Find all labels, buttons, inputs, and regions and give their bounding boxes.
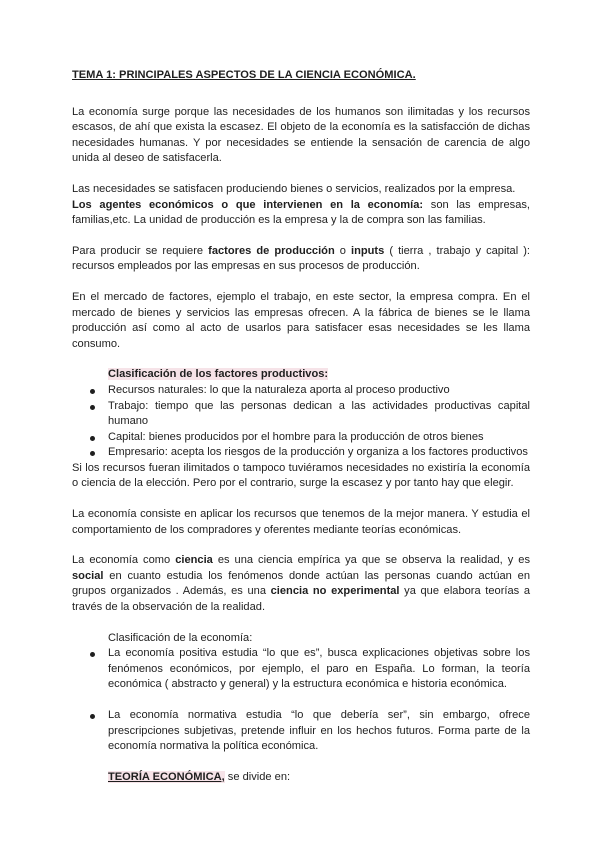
list-item (72, 383, 530, 399)
factors-bold-2: inputs (351, 244, 385, 257)
science-text-e: ya que elabora teorías a través de la observación de la realidad. (72, 585, 531, 614)
list-item (72, 399, 530, 430)
economy-definition-paragraph: La economía consiste en aplicar los recursos que tenemos de la mejor manera. Y estudia el comportamiento de los compradores y oferentes mediante teorías económicas. (72, 508, 530, 536)
economic-theory-heading (72, 770, 530, 786)
bullet-icon (90, 389, 95, 394)
economy-item-text: La economía positiva estudia “lo que es”, busca explicaciones objetivas sobre los fenómenos económicos, por ejemplo, el paro en España. Lo forman, la teoría económica ( abstracto y general) y la estructura económica e historia económica. (108, 647, 530, 691)
economy-item-text: La economía normativa estudia “lo que debería ser”, sin embargo, ofrece prescripciones subjetivas, pretende influir en los hechos futuros. Forma parte de la economía normativa la política económica. (108, 709, 530, 753)
science-bold-3: ciencia no experimental (270, 585, 400, 598)
science-text-d: en cuanto estudia los fenómenos donde actúan las personas cuando actúan en grupos organizados . Además, es una (72, 569, 530, 598)
bullet-icon (90, 714, 95, 719)
agents-text: son las empresas, familias,etc. La unidad de producción es la empresa y la de compra son las familias. (72, 198, 530, 227)
economy-classification-heading: Clasificación de la economía: (108, 631, 253, 644)
factors-text-d: ( tierra , trabajo y capital ): recursos empleados por las empresas en sus procesos de producción. (72, 244, 530, 273)
bullet-icon (90, 451, 95, 456)
economic-theory-rest: se divide en: (224, 770, 291, 783)
factors-paragraph (72, 244, 530, 275)
list-item (72, 430, 530, 446)
list-item (72, 445, 530, 461)
economy-classification-list (72, 646, 530, 755)
factor-item-text: Empresario: acepta los riesgos de la producción y organiza a los factores productivos (108, 446, 528, 459)
page-title: TEMA 1: PRINCIPALES ASPECTOS DE LA CIENCIA ECONÓMICA. (72, 69, 416, 81)
intro-paragraph: La economía surge porque las necesidades de los humanos son ilimitadas y los recursos escasos, de ahí que exista la escasez. El objeto de la economía es la satisfacción de dichas necesidades humanas. Y por necesidades se entiende la sensación de carencia de algo unida al deseo de satisfacerla. (72, 105, 530, 165)
factors-list (72, 383, 530, 461)
factor-item-text: Recursos naturales: lo que la naturaleza aporta al proceso productivo (108, 383, 450, 396)
science-text-a: La economía como (72, 554, 176, 567)
factors-text-a: Para producir se requiere (72, 244, 209, 257)
factor-item-text: Trabajo: tiempo que las personas dedican a las actividades productivas capital humano (108, 399, 530, 428)
list-item (72, 708, 530, 755)
bullet-icon (90, 405, 95, 410)
scarcity-paragraph: Si los recursos fueran ilimitados o tampoco tuviéramos necesidades no existiría la economía o ciencia de la elección. Pero por el contrario, surge la escasez y por tanto hay que elegir. (72, 461, 530, 490)
markets-paragraph: En el mercado de factores, ejemplo el trabajo, en este sector, la empresa compra. En el mercado de bienes y servicios las empresas ofrecen. A la fábrica de bienes se le llama producción así como al acto de usarlos para satisfacer esas necesidades se les llama consumo. (72, 290, 530, 350)
bullet-icon (90, 436, 95, 441)
science-bold-1: ciencia (175, 554, 213, 567)
needs-paragraph-line1: Las necesidades se satisfacen produciendo bienes o servicios, realizados por la empresa. (72, 182, 516, 195)
agents-bold: Los agentes económicos o que intervienen en la economía: (72, 198, 424, 211)
factors-bold-1: factores de producción (208, 244, 335, 257)
science-bold-2: social (72, 569, 104, 582)
bullet-icon (90, 652, 95, 657)
list-item (72, 646, 530, 693)
science-paragraph (72, 553, 530, 615)
factors-text-c: o (334, 244, 351, 257)
science-text-c: es una ciencia empírica ya que se observa la realidad, y es (212, 554, 530, 567)
factors-heading-text: Clasificación de los factores productivos: (108, 368, 329, 381)
agents-paragraph (72, 198, 530, 229)
factor-item-text: Capital: bienes producidos por el hombre para la producción de otros bienes (108, 430, 484, 443)
economic-theory-label: TEORÍA ECONÓMICA, (108, 770, 225, 783)
factors-classification-heading (72, 367, 530, 383)
